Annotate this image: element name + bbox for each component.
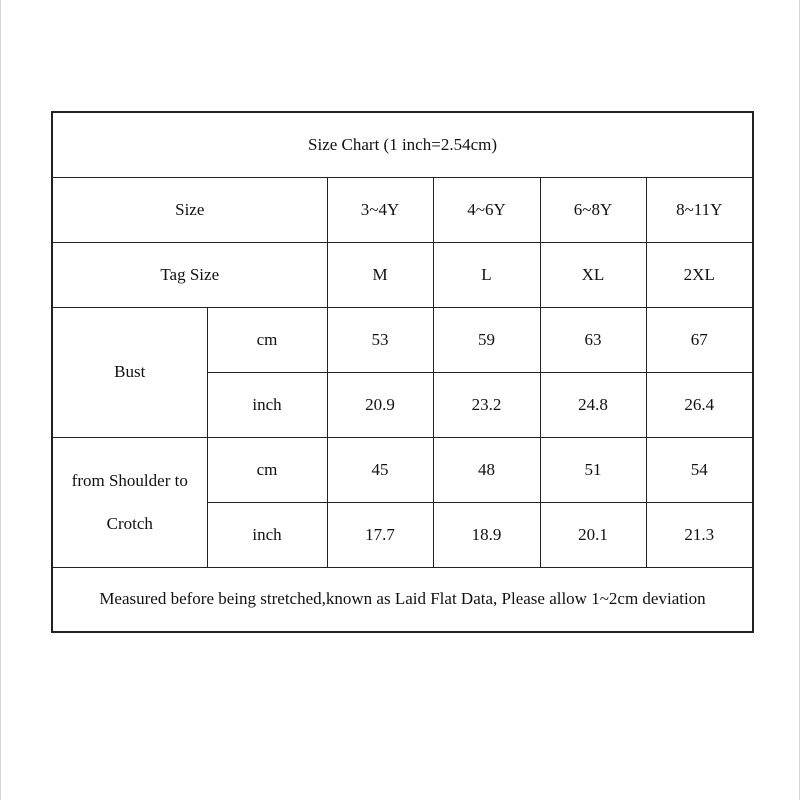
bust-inch-cell: 24.8 bbox=[540, 372, 646, 437]
shoulder-cm-cell: 45 bbox=[327, 437, 433, 502]
shoulder-to-crotch-label: from Shoulder to Crotch bbox=[52, 437, 207, 567]
bust-inch-cell: 23.2 bbox=[433, 372, 540, 437]
tag-size-cell: L bbox=[433, 242, 540, 307]
bust-cm-cell: 53 bbox=[327, 307, 433, 372]
deviation-note: Measured before being stretched,known as Laid Flat Data, Please allow 1~2cm deviation bbox=[52, 567, 753, 632]
shoulder-inch-cell: 18.9 bbox=[433, 502, 540, 567]
size-row bbox=[52, 177, 753, 242]
size-cell: 8~11Y bbox=[646, 177, 753, 242]
shoulder-inch-cell: 20.1 bbox=[540, 502, 646, 567]
size-cell: 3~4Y bbox=[327, 177, 433, 242]
bust-label: Bust bbox=[52, 307, 207, 437]
size-cell: 6~8Y bbox=[540, 177, 646, 242]
unit-label-cm: cm bbox=[207, 437, 327, 502]
bust-cm-cell: 59 bbox=[433, 307, 540, 372]
shoulder-cm-cell: 54 bbox=[646, 437, 753, 502]
bust-cm-cell: 63 bbox=[540, 307, 646, 372]
size-cell: 4~6Y bbox=[433, 177, 540, 242]
table-title: Size Chart (1 inch=2.54cm) bbox=[52, 112, 753, 177]
shoulder-cm-cell: 48 bbox=[433, 437, 540, 502]
size-chart-table bbox=[51, 111, 754, 633]
bust-inch-cell: 26.4 bbox=[646, 372, 753, 437]
note-row bbox=[52, 567, 753, 632]
tag-size-cell: XL bbox=[540, 242, 646, 307]
shoulder-cm-cell: 51 bbox=[540, 437, 646, 502]
tag-size-label: Tag Size bbox=[52, 242, 327, 307]
unit-label-inch: inch bbox=[207, 372, 327, 437]
tag-size-row bbox=[52, 242, 753, 307]
shoulder-cm-row bbox=[52, 437, 753, 502]
bust-inch-cell: 20.9 bbox=[327, 372, 433, 437]
bust-cm-cell: 67 bbox=[646, 307, 753, 372]
bust-cm-row bbox=[52, 307, 753, 372]
tag-size-cell: M bbox=[327, 242, 433, 307]
shoulder-inch-cell: 21.3 bbox=[646, 502, 753, 567]
unit-label-inch: inch bbox=[207, 502, 327, 567]
tag-size-cell: 2XL bbox=[646, 242, 753, 307]
unit-label-cm: cm bbox=[207, 307, 327, 372]
size-label: Size bbox=[52, 177, 327, 242]
shoulder-inch-cell: 17.7 bbox=[327, 502, 433, 567]
title-row bbox=[52, 112, 753, 177]
